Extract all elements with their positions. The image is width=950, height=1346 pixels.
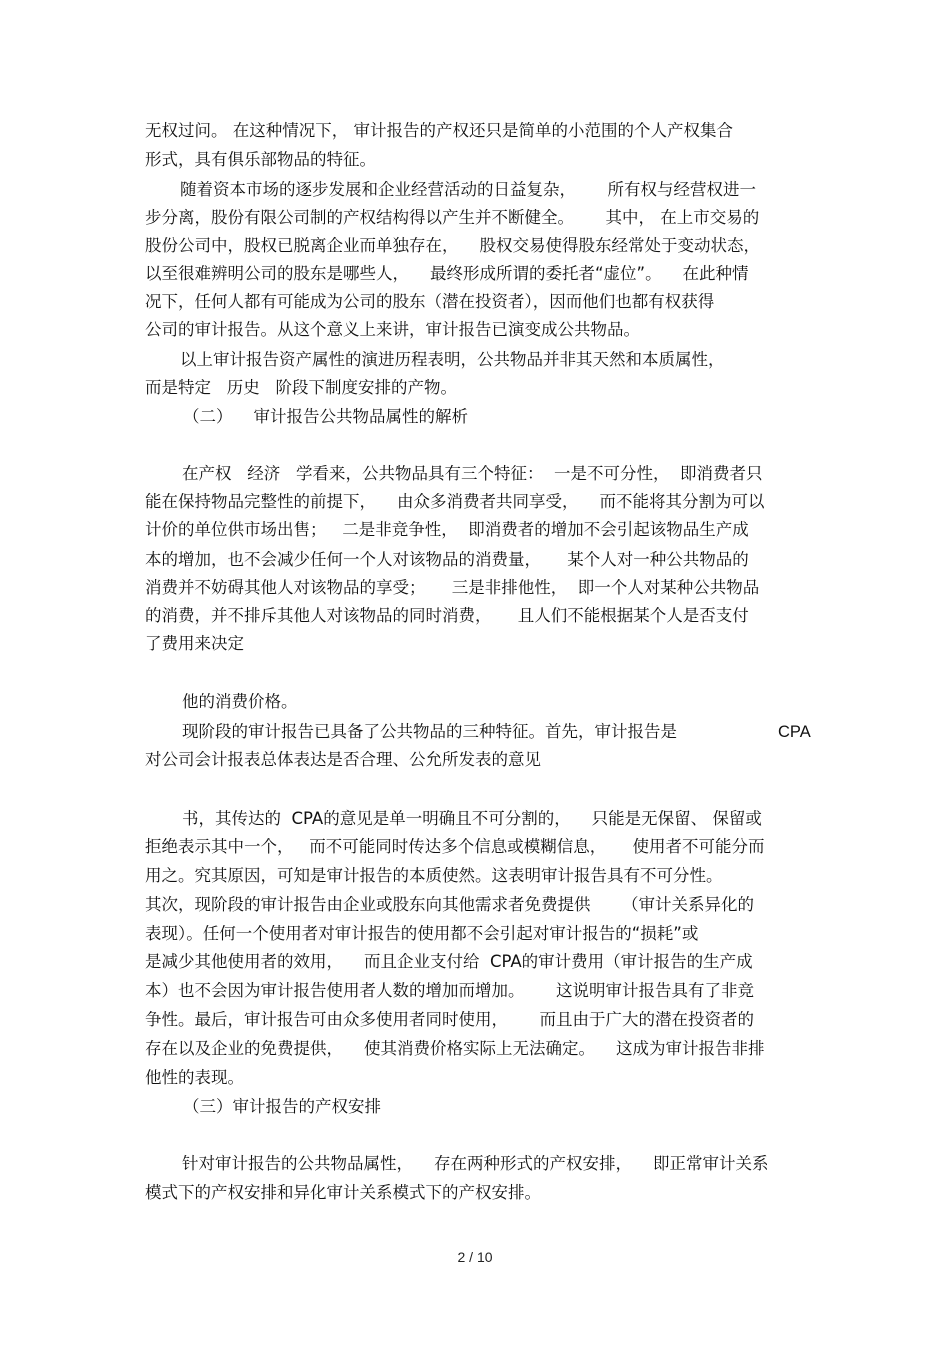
text-line: 计价的单位供市场出售； 二是非竞争性， 即消费者的增加不会引起该物品生产成: [145, 520, 749, 539]
text-line: 用之。究其原因，可知是审计报告的本质使然。这表明审计报告具有不可分性。: [145, 866, 723, 885]
cpa-label: CPA: [778, 723, 811, 741]
text-line: 争性。最后，审计报告可由众多使用者同时使用， 而且由于广大的潜在投资者的: [145, 1010, 754, 1029]
text-line: 公司的审计报告。从这个意义上来讲，审计报告已演变成公共物品。: [145, 320, 640, 339]
text-line: 对公司会计报表总体表达是否合理、公允所发表的意见: [145, 750, 541, 769]
text-line: 书，其传达的 CPA的意见是单一明确且不可分割的， 只能是无保留、 保留或: [182, 809, 762, 828]
text-line: 模式下的产权安排和异化审计关系模式下的产权安排。: [145, 1183, 541, 1202]
text-line: 无权过问。 在这种情况下， 审计报告的产权还只是简单的小范围的个人产权集合: [145, 121, 733, 140]
text-line: 随着资本市场的逐步发展和企业经营活动的日益复杂， 所有权与经营权进一: [180, 180, 756, 199]
text-line: 况下，任何人都有可能成为公司的股东（潜在投资者），因而他们也都有权获得: [145, 292, 715, 311]
page-number: 2 / 10: [457, 1249, 493, 1265]
text-line: 本）也不会因为审计报告使用者人数的增加而增加。 这说明审计报告具有了非竞: [145, 981, 754, 1000]
text-line: 而是特定 历史 阶段下制度安排的产物。: [145, 378, 457, 397]
text-line: 是减少其他使用者的效用， 而且企业支付给 CPA的审计费用（审计报告的生产成: [145, 952, 753, 971]
text-line: 消费并不妨碍其他人对该物品的享受； 三是非排他性， 即一个人对某种公共物品: [145, 578, 760, 597]
section-heading: （三）审计报告的产权安排: [183, 1097, 381, 1116]
text-line: 的消费，并不排斥其他人对该物品的同时消费， 且人们不能根据某个人是否支付: [145, 606, 749, 625]
text-line: 以上审计报告资产属性的演进历程表明，公共物品并非其天然和本质属性，: [180, 350, 725, 369]
section-heading: （二） 审计报告公共物品属性的解析: [183, 407, 468, 426]
text-line: 表现）。任何一个使用者对审计报告的使用都不会引起对审计报告的“损耗”或: [145, 924, 699, 943]
text-line: 拒绝表示其中一个， 而不可能同时传达多个信息或模糊信息， 使用者不可能分而: [145, 837, 765, 856]
text-line: 现阶段的审计报告已具备了公共物品的三种特征。首先，审计报告是: [182, 722, 677, 741]
text-line: 步分离，股份有限公司制的产权结构得以产生并不断健全。 其中， 在上市交易的: [145, 208, 760, 227]
text-line: 存在以及企业的免费提供， 使其消费价格实际上无法确定。 这成为审计报告非排: [145, 1039, 765, 1058]
text-line: 形式，具有俱乐部物品的特征。: [145, 150, 376, 169]
text-line: 了费用来决定: [145, 634, 244, 653]
text-line: 股份公司中，股权已脱离企业而单独存在， 股权交易使得股东经常处于变动状态，: [145, 236, 760, 255]
text-line: 他性的表现。: [145, 1068, 244, 1087]
text-line: 以至很难辨明公司的股东是哪些人， 最终形成所谓的委托者“虚位”。 在此种情: [145, 264, 749, 283]
text-line: 其次，现阶段的审计报告由企业或股东向其他需求者免费提供 （审计关系异化的: [145, 895, 754, 914]
text-line: 针对审计报告的公共物品属性， 存在两种形式的产权安排， 即正常审计关系: [182, 1154, 769, 1173]
text-line: 能在保持物品完整性的前提下， 由众多消费者共同享受， 而不能将其分割为可以: [145, 492, 765, 511]
text-line: 本的增加，也不会减少任何一个人对该物品的消费量， 某个人对一种公共物品的: [145, 550, 749, 569]
text-line: 他的消费价格。: [182, 692, 298, 711]
text-line: 在产权 经济 学看来，公共物品具有三个特征： 一是不可分性， 即消费者只: [182, 464, 763, 483]
